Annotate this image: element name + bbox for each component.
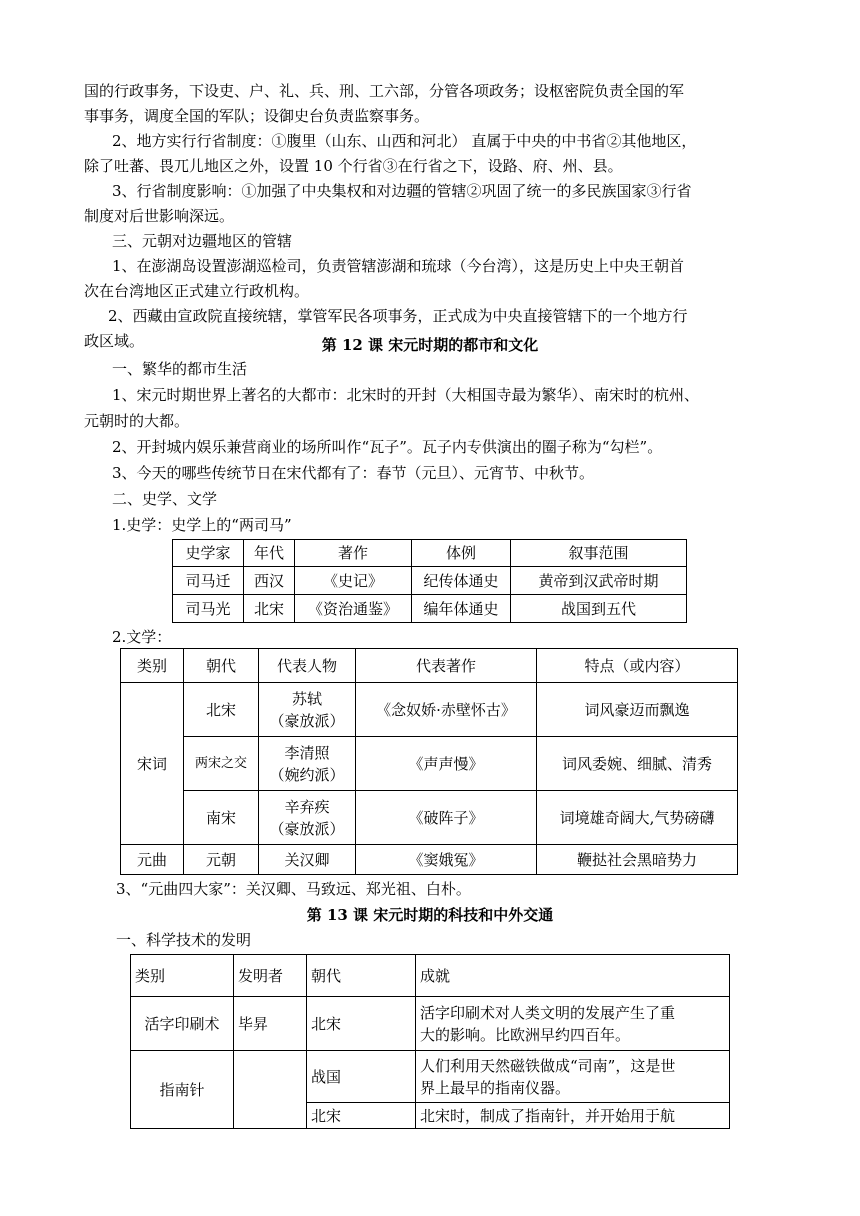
achievement-line: 大的影响。比欧洲早约四百年。 xyxy=(420,1025,631,1044)
table-cell: 词风豪迈而飘逸 xyxy=(537,683,738,737)
history-label: 1.史学：史学上的“两司马” xyxy=(112,516,292,534)
table-cell: 《史记》 xyxy=(295,567,412,595)
paragraph-penghu: 1、在澎湖岛设置澎湖巡检司，负责管辖澎湖和琉球（今台湾），这是历史上中央王朝首 xyxy=(112,257,685,275)
author-school: （豪放派） xyxy=(269,711,345,730)
table-row xyxy=(121,845,738,875)
table-cell: 北宋 xyxy=(184,683,259,737)
table-header-row xyxy=(131,955,730,997)
lesson-13-title: 第 13 课 宋元时期的科技和中外交通 xyxy=(306,906,554,924)
table-header-cell: 成就 xyxy=(416,955,730,997)
paragraph-province-impact-cont: 制度对后世影响深远。 xyxy=(84,207,235,225)
table-header-cell: 朝代 xyxy=(184,649,259,683)
achievement-cell xyxy=(416,1051,730,1103)
achievement-line: 界上最早的指南仪器。 xyxy=(420,1078,571,1097)
table-header-row xyxy=(173,540,687,567)
table-row xyxy=(121,683,738,737)
paragraph-wazi: 2、开封城内娱乐兼营商业的场所叫作“瓦子”。瓦子内专供演出的圈子称为“勾栏”。 xyxy=(112,438,663,456)
table-cell: 元朝 xyxy=(184,845,259,875)
section-heading-inventions: 一、科学技术的发明 xyxy=(116,931,252,949)
table-header-cell: 叙事范围 xyxy=(511,540,687,567)
author-school: （婉约派） xyxy=(269,765,345,784)
paragraph-yuanqu-masters: 3、“元曲四大家”：关汉卿、马致远、郑光祖、白朴。 xyxy=(116,880,471,898)
table-cell: 活字印刷术 xyxy=(131,997,234,1051)
achievement-line: 北宋时，制成了指南针，并开始用于航 xyxy=(420,1106,676,1125)
table-cell: 毕昇 xyxy=(234,997,307,1051)
author-cell xyxy=(259,737,356,791)
author-name: 李清照 xyxy=(284,743,330,762)
table-row xyxy=(121,737,738,791)
lesson-12-title: 第 12 课 宋元时期的都市和文化 xyxy=(321,336,539,354)
literature-table xyxy=(120,648,738,875)
paragraph-festivals: 3、今天的哪些传统节日在宋代都有了：春节（元旦）、元宵节、中秋节。 xyxy=(112,464,595,482)
table-cell: 指南针 xyxy=(131,1051,234,1129)
table-cell: 《资治通鉴》 xyxy=(295,595,412,623)
achievement-line: 活字印刷术对人类文明的发展产生了重 xyxy=(420,1003,676,1022)
paragraph-penghu-cont: 次在台湾地区正式建立行政机构。 xyxy=(84,282,310,300)
table-cell: 战国 xyxy=(307,1051,416,1103)
table-cell: 两宋之交 xyxy=(184,737,259,791)
table-cell-empty xyxy=(234,1051,307,1129)
table-header-cell: 年代 xyxy=(244,540,295,567)
table-header-cell: 类别 xyxy=(131,955,234,997)
table-row xyxy=(121,791,738,845)
table-cell: 元曲 xyxy=(121,845,184,875)
table-cell: 北宋 xyxy=(244,595,295,623)
table-cell: 司马迁 xyxy=(173,567,244,595)
table-row xyxy=(173,567,687,595)
table-cell: 《念奴娇·赤壁怀古》 xyxy=(356,683,537,737)
category-ci-cell: 宋词 xyxy=(121,683,184,845)
table-header-cell: 类别 xyxy=(121,649,184,683)
achievement-line: 人们利用天然磁铁做成“司南”，这是世 xyxy=(420,1056,676,1075)
achievement-cell xyxy=(416,997,730,1051)
table-cell: 词风委婉、细腻、清秀 xyxy=(537,737,738,791)
paragraph-province-system-cont: 除了吐蕃、畏兀儿地区之外，设置 10 个行省③在行省之下，设路、府、州、县。 xyxy=(84,157,623,175)
section-heading-frontier: 三、元朝对边疆地区的管辖 xyxy=(112,232,293,250)
table-cell: 西汉 xyxy=(244,567,295,595)
section-heading-city-life: 一、繁华的都市生活 xyxy=(112,360,248,378)
paragraph-tibet-cont: 政区域。 xyxy=(84,332,145,350)
table-cell: 词境雄奇阔大,气势磅礴 xyxy=(537,791,738,845)
inventions-table xyxy=(130,954,730,1129)
table-cell: 纪传体通史 xyxy=(412,567,511,595)
table-header-cell: 代表著作 xyxy=(356,649,537,683)
table-cell: 北宋 xyxy=(307,997,416,1051)
paragraph-central-gov: 国的行政事务，下设吏、户、礼、兵、刑、工六部，分管各项政务；设枢密院负责全国的军 xyxy=(84,82,685,100)
section-heading-history-literature: 二、史学、文学 xyxy=(112,490,218,508)
table-cell: 《破阵子》 xyxy=(356,791,537,845)
paragraph-tibet: 2、西藏由宣政院直接统辖，掌管军民各项事务，正式成为中央直接管辖下的一个地方行 xyxy=(108,307,688,325)
author-cell xyxy=(259,683,356,737)
table-header-cell: 代表人物 xyxy=(259,649,356,683)
paragraph-big-cities-cont: 元朝时的大都。 xyxy=(84,412,190,430)
achievement-cell xyxy=(416,1103,730,1129)
table-cell: 司马光 xyxy=(173,595,244,623)
table-header-cell: 著作 xyxy=(295,540,412,567)
table-row xyxy=(131,997,730,1051)
paragraph-province-system: 2、地方实行行省制度：①腹里（山东、山西和河北） 直属于中央的中书省②其他地区， xyxy=(112,132,697,150)
table-header-cell: 朝代 xyxy=(307,955,416,997)
table-header-row xyxy=(121,649,738,683)
table-cell: 北宋 xyxy=(307,1103,416,1129)
table-cell: 鞭挞社会黑暗势力 xyxy=(537,845,738,875)
author-cell xyxy=(259,791,356,845)
table-cell: 《窦娥冤》 xyxy=(356,845,537,875)
table-cell: 编年体通史 xyxy=(412,595,511,623)
paragraph-big-cities: 1、宋元时期世界上著名的大都市：北宋时的开封（大相国寺最为繁华）、南宋时的杭州、 xyxy=(112,386,700,404)
author-school: （豪放派） xyxy=(269,819,345,838)
table-cell: 战国到五代 xyxy=(511,595,687,623)
table-header-cell: 史学家 xyxy=(173,540,244,567)
table-header-cell: 特点（或内容） xyxy=(537,649,738,683)
table-cell: 《声声慢》 xyxy=(356,737,537,791)
author-name: 辛弃疾 xyxy=(284,797,330,816)
paragraph-province-impact: 3、行省制度影响：①加强了中央集权和对边疆的管辖②巩固了统一的多民族国家③行省 xyxy=(112,182,692,200)
table-row xyxy=(173,595,687,623)
table-cell: 黄帝到汉武帝时期 xyxy=(511,567,687,595)
historians-table xyxy=(172,539,687,623)
table-header-cell: 体例 xyxy=(412,540,511,567)
literature-label: 2.文学： xyxy=(112,628,172,646)
paragraph-central-gov-cont: 事事务，调度全国的军队；设御史台负责监察事务。 xyxy=(84,107,430,125)
table-cell: 南宋 xyxy=(184,791,259,845)
table-row xyxy=(131,1051,730,1103)
table-header-cell: 发明者 xyxy=(234,955,307,997)
table-cell: 关汉卿 xyxy=(259,845,356,875)
author-name: 苏轼 xyxy=(291,689,322,708)
